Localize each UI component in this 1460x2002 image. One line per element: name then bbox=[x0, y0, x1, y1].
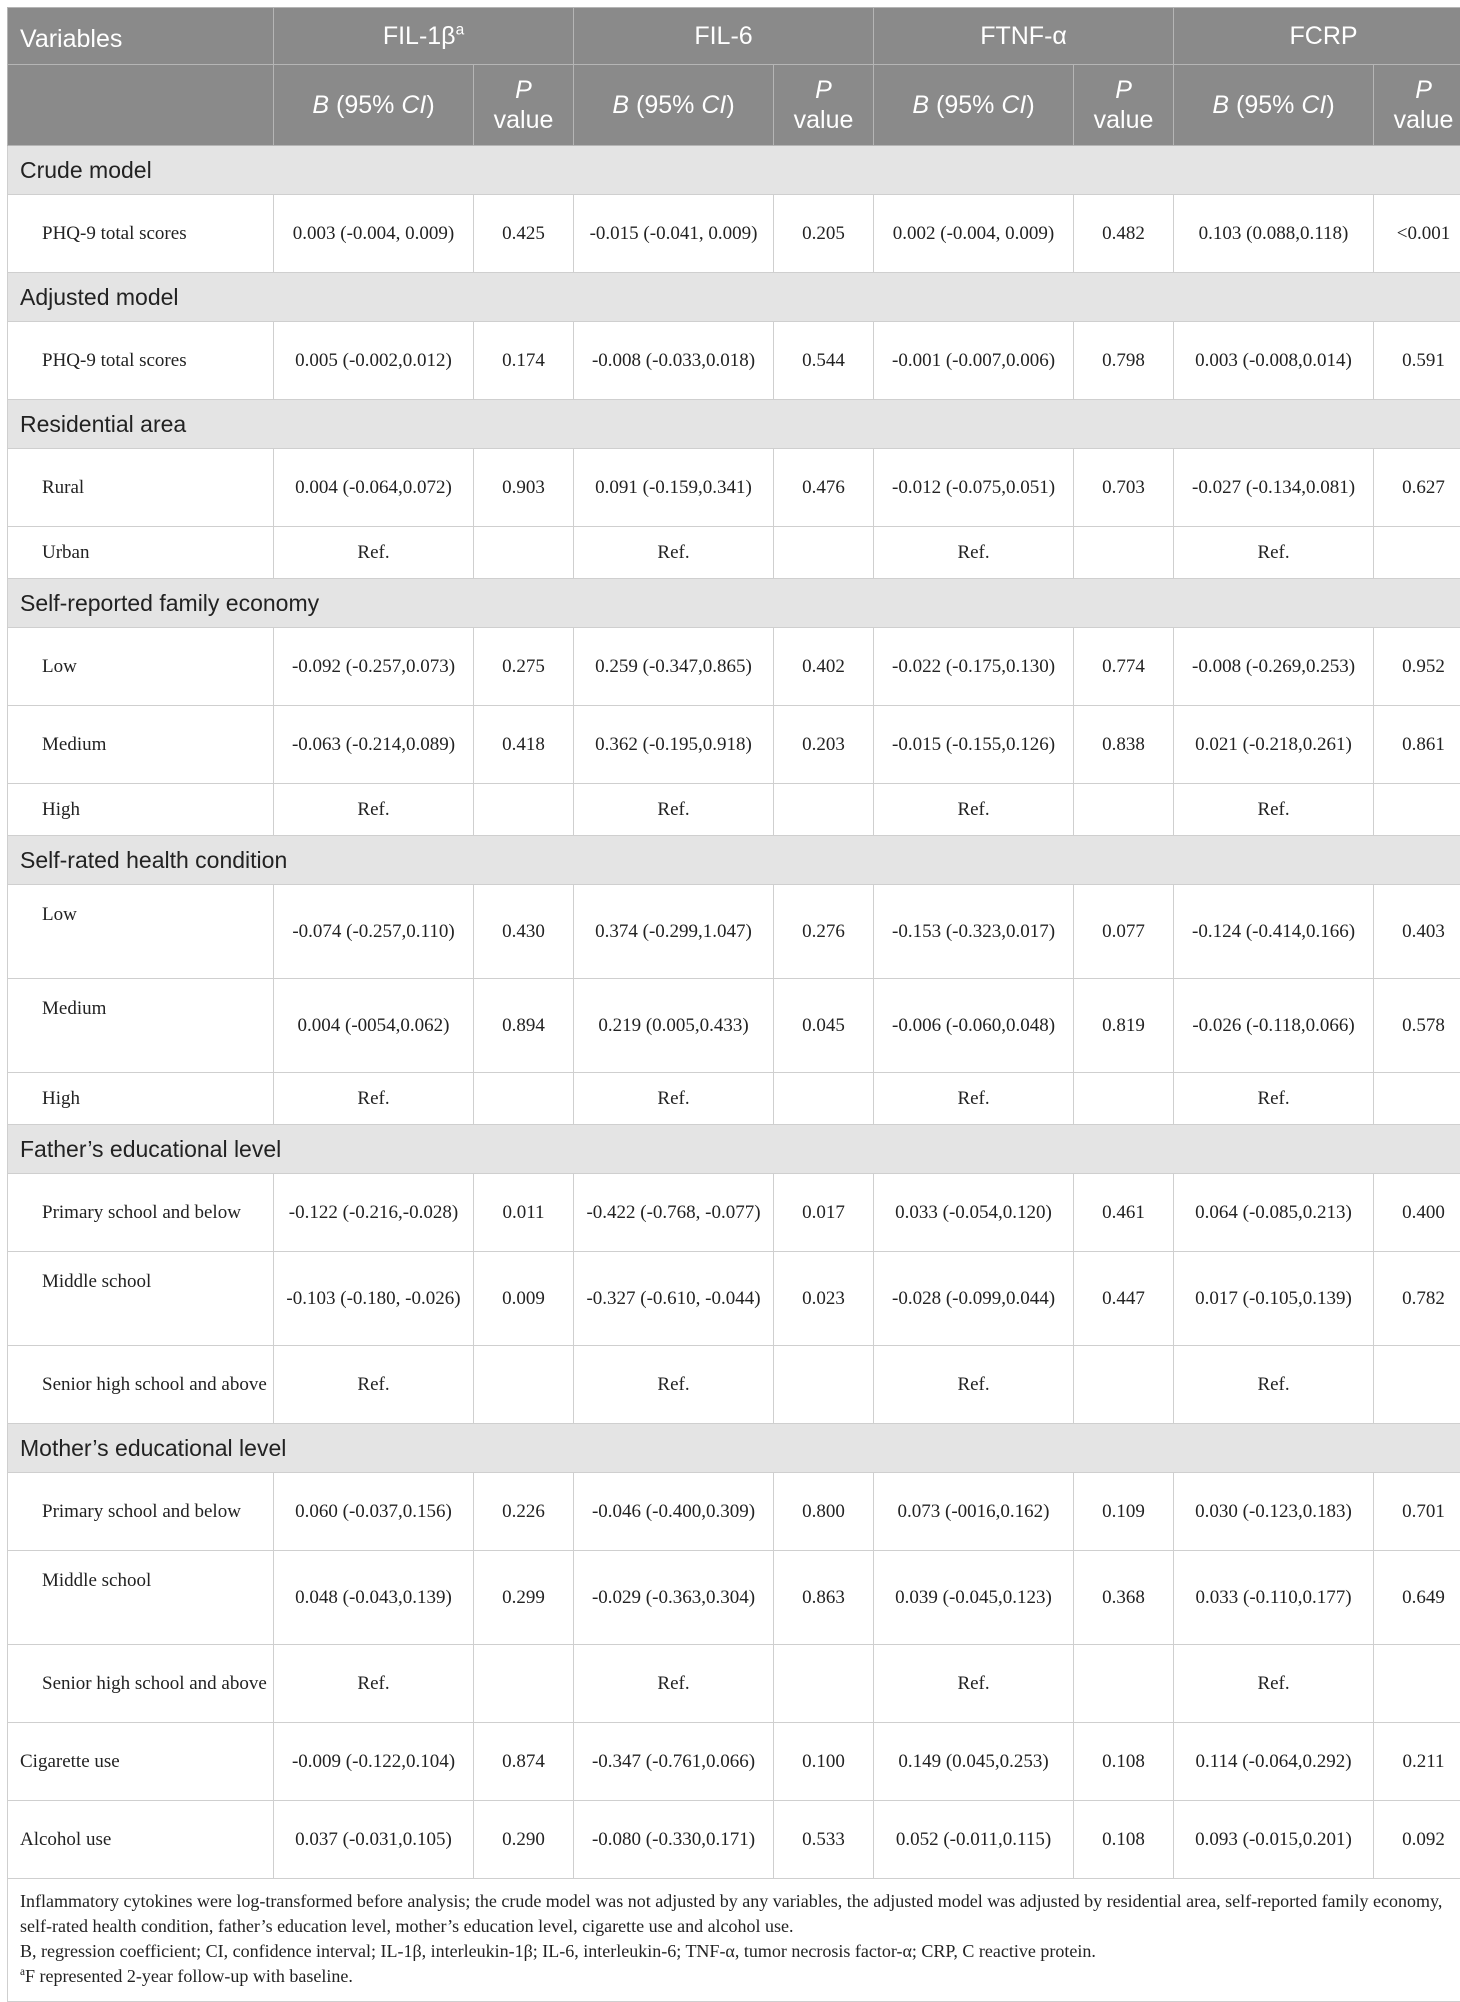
section-label: Residential area bbox=[8, 400, 1460, 449]
table-row bbox=[8, 449, 1460, 527]
coefficient-cell: Ref. bbox=[874, 527, 1074, 579]
group-header-il1b: FIL-$1\beta^a$ bbox=[274, 8, 574, 65]
p-value-cell: 0.226 bbox=[474, 1473, 574, 1551]
p-value-cell: 0.533 bbox=[774, 1801, 874, 1879]
p-value-cell bbox=[1074, 1073, 1174, 1125]
p-value-cell: 0.023 bbox=[774, 1252, 874, 1346]
p-value-cell: 0.447 bbox=[1074, 1252, 1174, 1346]
table-row bbox=[8, 979, 1460, 1073]
p-value-cell bbox=[474, 1645, 574, 1723]
p-value-cell: 0.203 bbox=[774, 706, 874, 784]
section-row bbox=[8, 579, 1460, 628]
coefficient-cell: Ref. bbox=[1174, 1645, 1374, 1723]
table-row bbox=[8, 1252, 1460, 1346]
coefficient-cell: -0.046 (-0.400,0.309) bbox=[574, 1473, 774, 1551]
coefficient-cell: 0.064 (-0.085,0.213) bbox=[1174, 1174, 1374, 1252]
coefficient-cell: Ref. bbox=[574, 1073, 774, 1125]
footnote-f-definition: $^a$F represented 2-year follow-up with baseline. bbox=[20, 1964, 1460, 1989]
p-value-cell: 0.108 bbox=[1074, 1801, 1174, 1879]
footnote-models: Inflammatory cytokines were log-transformed before analysis; the crude model was not adjusted by any variables, the adjusted model was adjusted by residential area, self-reported family economy, self-rated health condition, father’s education level, mother’s education level, cigarette use and alcohol use. bbox=[20, 1889, 1460, 1939]
row-label: Senior high school and above bbox=[8, 1645, 274, 1723]
section-label: Father’s educational level bbox=[8, 1125, 1460, 1174]
coefficient-cell: 0.114 (-0.064,0.292) bbox=[1174, 1723, 1374, 1801]
p-value-cell: 0.403 bbox=[1374, 885, 1460, 979]
p-value-cell: 0.701 bbox=[1374, 1473, 1460, 1551]
section-label: Mother’s educational level bbox=[8, 1424, 1460, 1473]
p-value-cell: 0.400 bbox=[1374, 1174, 1460, 1252]
coefficient-cell: -0.008 (-0.269,0.253) bbox=[1174, 628, 1374, 706]
p-value-cell: 0.863 bbox=[774, 1551, 874, 1645]
p-value-cell: 0.649 bbox=[1374, 1551, 1460, 1645]
p-value-cell: 0.009 bbox=[474, 1252, 574, 1346]
subheader-p-value: P value bbox=[1074, 65, 1174, 146]
p-value-cell: 0.275 bbox=[474, 628, 574, 706]
p-value-cell: 0.782 bbox=[1374, 1252, 1460, 1346]
p-value-cell bbox=[1074, 784, 1174, 836]
group-header-il6: FIL-6 bbox=[574, 8, 874, 65]
row-label: Primary school and below bbox=[8, 1473, 274, 1551]
p-value-cell: 0.774 bbox=[1074, 628, 1174, 706]
coefficient-cell: -0.006 (-0.060,0.048) bbox=[874, 979, 1074, 1073]
table-row bbox=[8, 706, 1460, 784]
p-value-cell: 0.578 bbox=[1374, 979, 1460, 1073]
section-row bbox=[8, 836, 1460, 885]
coefficient-cell: Ref. bbox=[274, 1346, 474, 1424]
p-value-cell: 0.011 bbox=[474, 1174, 574, 1252]
p-value-cell bbox=[474, 527, 574, 579]
section-row bbox=[8, 1125, 1460, 1174]
coefficient-cell: Ref. bbox=[274, 1645, 474, 1723]
footnote-abbreviations: B, regression coefficient; CI, confidence interval; IL-1β, interleukin-1β; IL-6, interleukin-6; TNF-α, tumor necrosis factor-α; CRP, C reactive protein. bbox=[20, 1939, 1460, 1964]
coefficient-cell: 0.219 (0.005,0.433) bbox=[574, 979, 774, 1073]
p-value-cell bbox=[474, 1346, 574, 1424]
coefficient-cell: -0.026 (-0.118,0.066) bbox=[1174, 979, 1374, 1073]
table-body bbox=[8, 146, 1460, 1879]
coefficient-cell: 0.052 (-0.011,0.115) bbox=[874, 1801, 1074, 1879]
coefficient-cell: 0.003 (-0.004, 0.009) bbox=[274, 195, 474, 273]
p-value-cell: <0.001 bbox=[1374, 195, 1460, 273]
p-value-cell: 0.627 bbox=[1374, 449, 1460, 527]
coefficient-cell: -0.009 (-0.122,0.104) bbox=[274, 1723, 474, 1801]
coefficient-cell: Ref. bbox=[1174, 784, 1374, 836]
p-value-cell bbox=[774, 784, 874, 836]
coefficient-cell: 0.073 (-0016,0.162) bbox=[874, 1473, 1074, 1551]
coefficient-cell: 0.048 (-0.043,0.139) bbox=[274, 1551, 474, 1645]
p-value-cell: 0.800 bbox=[774, 1473, 874, 1551]
row-label: Cigarette use bbox=[8, 1723, 274, 1801]
p-value-cell: 0.461 bbox=[1074, 1174, 1174, 1252]
p-value-cell: 0.174 bbox=[474, 322, 574, 400]
coefficient-cell: 0.005 (-0.002,0.012) bbox=[274, 322, 474, 400]
row-label: Primary school and below bbox=[8, 1174, 274, 1252]
row-label: Urban bbox=[8, 527, 274, 579]
p-value-cell: 0.838 bbox=[1074, 706, 1174, 784]
variables-header: Variables bbox=[8, 8, 274, 65]
table-row bbox=[8, 628, 1460, 706]
group-header-crp: FCRP bbox=[1174, 8, 1460, 65]
coefficient-cell: -0.027 (-0.134,0.081) bbox=[1174, 449, 1374, 527]
p-value-cell: 0.276 bbox=[774, 885, 874, 979]
p-value-cell bbox=[1374, 1073, 1460, 1125]
row-label: Low bbox=[8, 628, 274, 706]
p-value-cell: 0.819 bbox=[1074, 979, 1174, 1073]
header-row-groups bbox=[8, 8, 1460, 65]
p-value-cell: 0.418 bbox=[474, 706, 574, 784]
table-row bbox=[8, 527, 1460, 579]
row-label: PHQ-9 total scores bbox=[8, 195, 274, 273]
regression-table bbox=[7, 7, 1460, 2002]
table-row bbox=[8, 784, 1460, 836]
section-label: Adjusted model bbox=[8, 273, 1460, 322]
coefficient-cell: 0.033 (-0.054,0.120) bbox=[874, 1174, 1074, 1252]
row-label: Low bbox=[8, 885, 274, 979]
header-row-subcolumns bbox=[8, 65, 1460, 146]
p-value-cell: 0.211 bbox=[1374, 1723, 1460, 1801]
coefficient-cell: 0.003 (-0.008,0.014) bbox=[1174, 322, 1374, 400]
p-value-cell: 0.092 bbox=[1374, 1801, 1460, 1879]
coefficient-cell: -0.015 (-0.155,0.126) bbox=[874, 706, 1074, 784]
coefficient-cell: -0.063 (-0.214,0.089) bbox=[274, 706, 474, 784]
p-value-cell: 0.425 bbox=[474, 195, 574, 273]
section-label: Crude model bbox=[8, 146, 1460, 195]
table-row bbox=[8, 1645, 1460, 1723]
p-value-cell: 0.100 bbox=[774, 1723, 874, 1801]
section-label: Self-rated health condition bbox=[8, 836, 1460, 885]
p-value-cell: 0.109 bbox=[1074, 1473, 1174, 1551]
subheader-p-value: P value bbox=[774, 65, 874, 146]
coefficient-cell: -0.080 (-0.330,0.171) bbox=[574, 1801, 774, 1879]
coefficient-cell: Ref. bbox=[574, 527, 774, 579]
p-value-cell bbox=[774, 1346, 874, 1424]
p-value-cell: 0.430 bbox=[474, 885, 574, 979]
coefficient-cell: 0.362 (-0.195,0.918) bbox=[574, 706, 774, 784]
row-label: High bbox=[8, 784, 274, 836]
coefficient-cell: -0.422 (-0.768, -0.077) bbox=[574, 1174, 774, 1252]
row-label: Rural bbox=[8, 449, 274, 527]
coefficient-cell: -0.153 (-0.323,0.017) bbox=[874, 885, 1074, 979]
coefficient-cell: -0.327 (-0.610, -0.044) bbox=[574, 1252, 774, 1346]
section-label: Self-reported family economy bbox=[8, 579, 1460, 628]
p-value-cell: 0.482 bbox=[1074, 195, 1174, 273]
p-value-cell bbox=[774, 527, 874, 579]
p-value-cell bbox=[1074, 527, 1174, 579]
subheader-coefficient: B (95% CI) bbox=[1174, 65, 1374, 146]
group-header-tnfa: FTNF-α bbox=[874, 8, 1174, 65]
p-value-cell bbox=[1374, 1346, 1460, 1424]
coefficient-cell: 0.017 (-0.105,0.139) bbox=[1174, 1252, 1374, 1346]
coefficient-cell: Ref. bbox=[874, 784, 1074, 836]
p-value-cell: 0.798 bbox=[1074, 322, 1174, 400]
coefficient-cell: -0.103 (-0.180, -0.026) bbox=[274, 1252, 474, 1346]
coefficient-cell: 0.037 (-0.031,0.105) bbox=[274, 1801, 474, 1879]
coefficient-cell: Ref. bbox=[874, 1645, 1074, 1723]
coefficient-cell: 0.002 (-0.004, 0.009) bbox=[874, 195, 1074, 273]
coefficient-cell: Ref. bbox=[574, 1346, 774, 1424]
p-value-cell bbox=[1374, 527, 1460, 579]
table-row bbox=[8, 322, 1460, 400]
coefficient-cell: 0.039 (-0.045,0.123) bbox=[874, 1551, 1074, 1645]
coefficient-cell: -0.347 (-0.761,0.066) bbox=[574, 1723, 774, 1801]
row-label: Middle school bbox=[8, 1551, 274, 1645]
coefficient-cell: -0.124 (-0.414,0.166) bbox=[1174, 885, 1374, 979]
p-value-cell bbox=[774, 1073, 874, 1125]
subheader-p-value: P value bbox=[1374, 65, 1460, 146]
section-row bbox=[8, 146, 1460, 195]
p-value-cell: 0.952 bbox=[1374, 628, 1460, 706]
coefficient-cell: Ref. bbox=[874, 1346, 1074, 1424]
coefficient-cell: 0.091 (-0.159,0.341) bbox=[574, 449, 774, 527]
p-value-cell bbox=[1374, 1645, 1460, 1723]
table-row bbox=[8, 1801, 1460, 1879]
coefficient-cell: -0.022 (-0.175,0.130) bbox=[874, 628, 1074, 706]
coefficient-cell: Ref. bbox=[274, 1073, 474, 1125]
p-value-cell: 0.874 bbox=[474, 1723, 574, 1801]
p-value-cell: 0.077 bbox=[1074, 885, 1174, 979]
coefficient-cell: -0.122 (-0.216,-0.028) bbox=[274, 1174, 474, 1252]
table-row bbox=[8, 1073, 1460, 1125]
coefficient-cell: Ref. bbox=[1174, 1073, 1374, 1125]
p-value-cell: 0.703 bbox=[1074, 449, 1174, 527]
subheader-p-value: P value bbox=[474, 65, 574, 146]
subheader-coefficient: B (95% CI) bbox=[274, 65, 474, 146]
p-value-cell: 0.544 bbox=[774, 322, 874, 400]
coefficient-cell: 0.093 (-0.015,0.201) bbox=[1174, 1801, 1374, 1879]
p-value-cell bbox=[474, 1073, 574, 1125]
coefficient-cell: Ref. bbox=[274, 527, 474, 579]
row-label: Alcohol use bbox=[8, 1801, 274, 1879]
p-value-cell: 0.861 bbox=[1374, 706, 1460, 784]
coefficient-cell: -0.015 (-0.041, 0.009) bbox=[574, 195, 774, 273]
section-row bbox=[8, 400, 1460, 449]
p-value-cell: 0.903 bbox=[474, 449, 574, 527]
row-label: Senior high school and above bbox=[8, 1346, 274, 1424]
coefficient-cell: Ref. bbox=[1174, 527, 1374, 579]
table-row bbox=[8, 1551, 1460, 1645]
coefficient-cell: 0.030 (-0.123,0.183) bbox=[1174, 1473, 1374, 1551]
p-value-cell: 0.205 bbox=[774, 195, 874, 273]
p-value-cell bbox=[774, 1645, 874, 1723]
row-label: Medium bbox=[8, 979, 274, 1073]
coefficient-cell: Ref. bbox=[574, 784, 774, 836]
coefficient-cell: 0.004 (-0054,0.062) bbox=[274, 979, 474, 1073]
coefficient-cell: 0.103 (0.088,0.118) bbox=[1174, 195, 1374, 273]
table-row bbox=[8, 1473, 1460, 1551]
p-value-cell: 0.476 bbox=[774, 449, 874, 527]
p-value-cell: 0.402 bbox=[774, 628, 874, 706]
section-row bbox=[8, 273, 1460, 322]
coefficient-cell: Ref. bbox=[874, 1073, 1074, 1125]
table-row bbox=[8, 1174, 1460, 1252]
table-row bbox=[8, 1723, 1460, 1801]
row-label: PHQ-9 total scores bbox=[8, 322, 274, 400]
p-value-cell: 0.017 bbox=[774, 1174, 874, 1252]
coefficient-cell: Ref. bbox=[574, 1645, 774, 1723]
section-row bbox=[8, 1424, 1460, 1473]
coefficient-cell: -0.001 (-0.007,0.006) bbox=[874, 322, 1074, 400]
p-value-cell: 0.894 bbox=[474, 979, 574, 1073]
regression-table-container bbox=[7, 7, 1455, 2002]
row-label: High bbox=[8, 1073, 274, 1125]
subheader-coefficient: B (95% CI) bbox=[874, 65, 1074, 146]
p-value-cell: 0.591 bbox=[1374, 322, 1460, 400]
coefficient-cell: -0.012 (-0.075,0.051) bbox=[874, 449, 1074, 527]
coefficient-cell: Ref. bbox=[1174, 1346, 1374, 1424]
p-value-cell: 0.290 bbox=[474, 1801, 574, 1879]
row-label: Middle school bbox=[8, 1252, 274, 1346]
row-label: Medium bbox=[8, 706, 274, 784]
coefficient-cell: -0.008 (-0.033,0.018) bbox=[574, 322, 774, 400]
footnotes-row bbox=[8, 1879, 1460, 2002]
coefficient-cell: -0.029 (-0.363,0.304) bbox=[574, 1551, 774, 1645]
p-value-cell bbox=[474, 784, 574, 836]
p-value-cell bbox=[1374, 784, 1460, 836]
coefficient-cell: 0.374 (-0.299,1.047) bbox=[574, 885, 774, 979]
table-row bbox=[8, 1346, 1460, 1424]
coefficient-cell: -0.092 (-0.257,0.073) bbox=[274, 628, 474, 706]
table-row bbox=[8, 885, 1460, 979]
table-row bbox=[8, 195, 1460, 273]
coefficient-cell: -0.028 (-0.099,0.044) bbox=[874, 1252, 1074, 1346]
coefficient-cell: 0.021 (-0.218,0.261) bbox=[1174, 706, 1374, 784]
p-value-cell: 0.368 bbox=[1074, 1551, 1174, 1645]
p-value-cell bbox=[1074, 1346, 1174, 1424]
p-value-cell: 0.299 bbox=[474, 1551, 574, 1645]
coefficient-cell: 0.004 (-0.064,0.072) bbox=[274, 449, 474, 527]
subheader-coefficient: B (95% CI) bbox=[574, 65, 774, 146]
coefficient-cell: Ref. bbox=[274, 784, 474, 836]
coefficient-cell: 0.259 (-0.347,0.865) bbox=[574, 628, 774, 706]
p-value-cell: 0.045 bbox=[774, 979, 874, 1073]
coefficient-cell: 0.149 (0.045,0.253) bbox=[874, 1723, 1074, 1801]
p-value-cell: 0.108 bbox=[1074, 1723, 1174, 1801]
coefficient-cell: 0.060 (-0.037,0.156) bbox=[274, 1473, 474, 1551]
coefficient-cell: -0.074 (-0.257,0.110) bbox=[274, 885, 474, 979]
footnotes bbox=[8, 1879, 1460, 2002]
variables-header-blank bbox=[8, 65, 274, 146]
p-value-cell bbox=[1074, 1645, 1174, 1723]
coefficient-cell: 0.033 (-0.110,0.177) bbox=[1174, 1551, 1374, 1645]
